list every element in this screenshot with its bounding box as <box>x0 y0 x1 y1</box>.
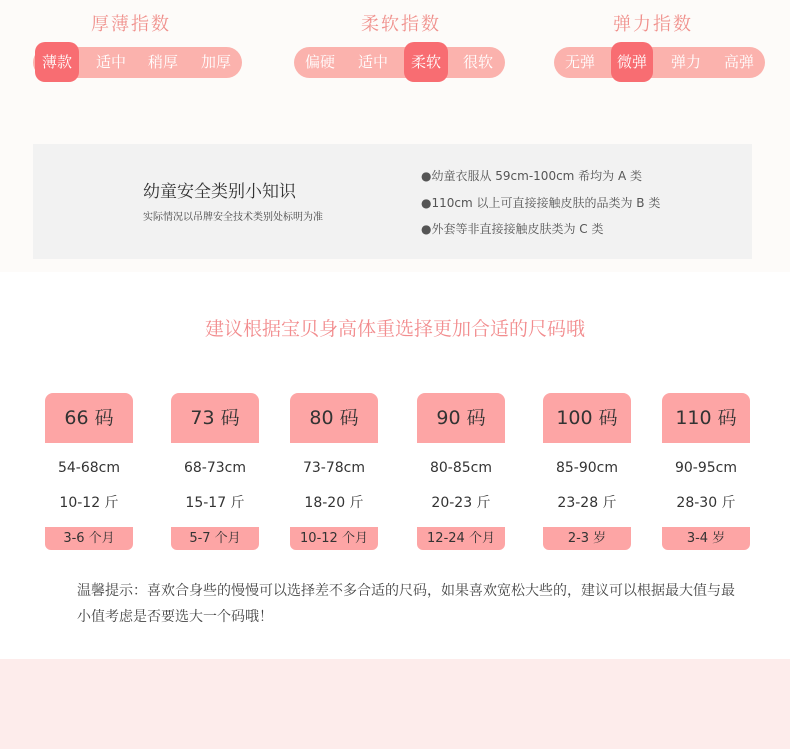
safety-line: ●110cm 以上可直接接触皮肤的品类为 B 类 <box>421 196 661 210</box>
weight-range: 28-30 斤 <box>676 495 736 511</box>
size-label: 90 码 <box>417 393 505 443</box>
weight-range: 23-28 斤 <box>557 495 617 511</box>
size-card <box>417 393 505 550</box>
softness-index-title: 柔软指数 <box>361 14 441 35</box>
size-card <box>45 393 133 550</box>
height-range: 54-68cm <box>57 460 120 476</box>
softness-option: 适中 <box>357 53 388 71</box>
elasticity-option: 弹力 <box>670 53 701 71</box>
age-range: 3-4 岁 <box>662 527 750 550</box>
softness-option: 偏硬 <box>304 53 335 71</box>
safety-category-box <box>33 144 752 259</box>
elasticity-index-title: 弹力指数 <box>613 14 693 35</box>
age-range: 12-24 个月 <box>417 527 505 550</box>
softness-option: 很软 <box>462 53 493 71</box>
height-range: 80-85cm <box>429 460 492 476</box>
elasticity-option: 高弹 <box>723 53 754 71</box>
thickness-index-title: 厚薄指数 <box>91 14 171 35</box>
softness-selected-option: 柔软 <box>404 42 448 82</box>
weight-range: 15-17 斤 <box>185 495 245 511</box>
thickness-selected-option: 薄款 <box>35 42 79 82</box>
elasticity-option: 无弹 <box>564 53 595 71</box>
safety-title: 幼童安全类别小知识 <box>143 182 296 202</box>
size-card <box>290 393 378 550</box>
size-label: 80 码 <box>290 393 378 443</box>
size-label: 110 码 <box>662 393 750 443</box>
size-label: 73 码 <box>171 393 259 443</box>
size-label: 66 码 <box>45 393 133 443</box>
size-card <box>662 393 750 550</box>
safety-subtitle: 实际情况以吊牌安全技术类别处标明为准 <box>143 212 323 223</box>
height-range: 90-95cm <box>674 460 737 476</box>
age-range: 10-12 个月 <box>290 527 378 550</box>
weight-range: 20-23 斤 <box>431 495 491 511</box>
size-label: 100 码 <box>543 393 631 443</box>
height-range: 73-78cm <box>302 460 365 476</box>
footer-band <box>0 659 790 749</box>
size-card <box>543 393 631 550</box>
age-range: 5-7 个月 <box>171 527 259 550</box>
elasticity-index-scale <box>554 47 765 78</box>
safety-line: ●外套等非直接接触皮肤类为 C 类 <box>421 222 604 236</box>
warm-tip-text: 温馨提示：喜欢合身些的慢慢可以选择差不多合适的尺码，如果喜欢宽松大些的，建议可以根据最大值与最小值考虑是否要选大一个码哦！ <box>77 583 735 625</box>
thickness-option: 稍厚 <box>147 53 178 71</box>
age-range: 2-3 岁 <box>543 527 631 550</box>
thickness-option: 适中 <box>95 53 126 71</box>
elasticity-selected-option: 微弹 <box>611 42 653 82</box>
product-index-section <box>0 0 790 272</box>
age-range: 3-6 个月 <box>45 527 133 550</box>
safety-line: ●幼童衣服从 59cm-100cm 希均为 A 类 <box>421 169 643 183</box>
size-recommendation-heading: 建议根据宝贝身高体重选择更加合适的尺码哦 <box>204 318 585 340</box>
thickness-option: 加厚 <box>200 53 231 71</box>
height-range: 85-90cm <box>555 460 618 476</box>
height-range: 68-73cm <box>183 460 246 476</box>
weight-range: 18-20 斤 <box>304 495 364 511</box>
softness-index-scale <box>294 47 505 78</box>
thickness-index-scale <box>33 47 242 78</box>
weight-range: 10-12 斤 <box>59 495 119 511</box>
size-card <box>171 393 259 550</box>
